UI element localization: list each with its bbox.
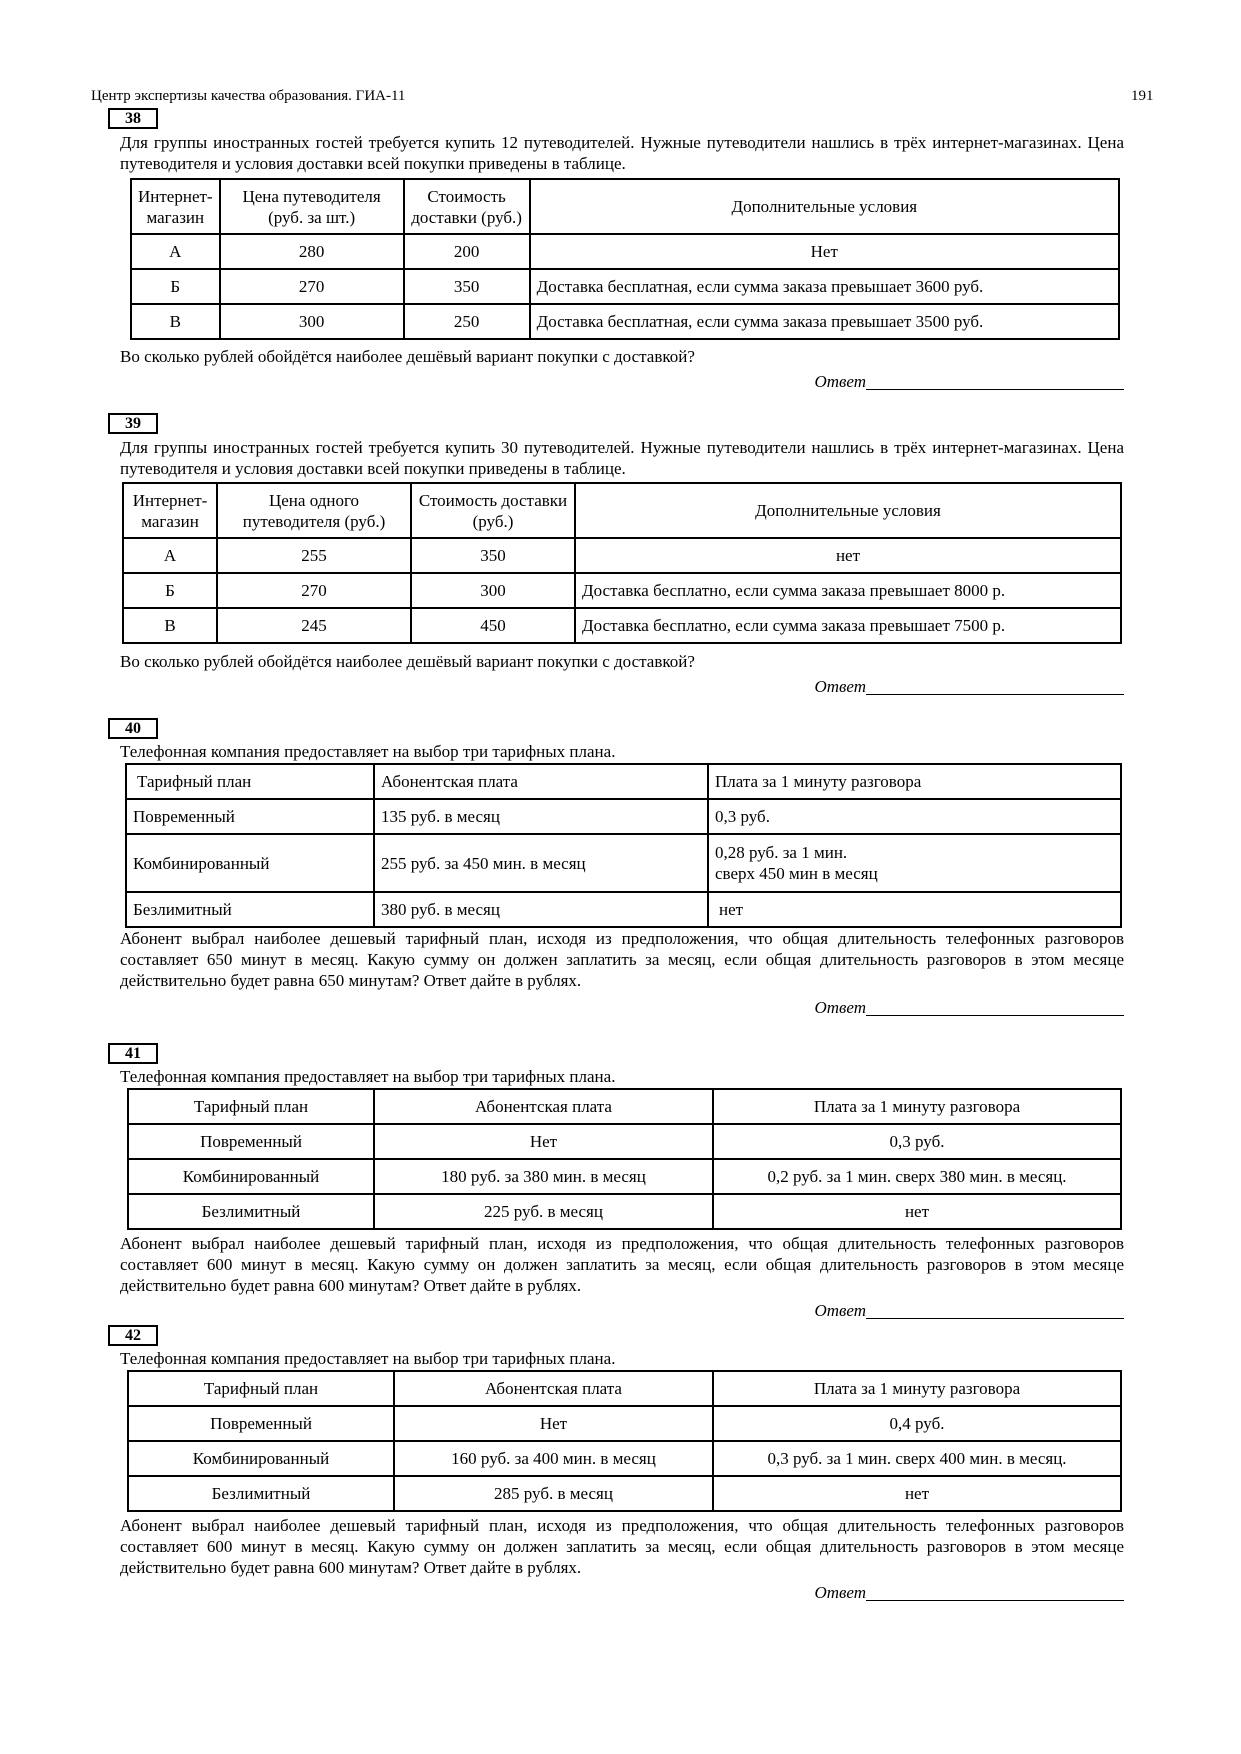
table-cell: Доставка бесплатная, если сумма заказа превышает 3600 руб. bbox=[530, 269, 1119, 304]
table-cell: Доставка бесплатно, если сумма заказа превышает 8000 р. bbox=[575, 573, 1121, 608]
answer-label: Ответ bbox=[814, 1583, 866, 1602]
table-cell: Повременный bbox=[128, 1406, 394, 1441]
table-cell: Безлимитный bbox=[128, 1194, 374, 1229]
table-header: Дополнительные условия bbox=[530, 179, 1119, 234]
table-cell: В bbox=[131, 304, 220, 339]
table-cell: Нет bbox=[530, 234, 1119, 269]
table-row bbox=[128, 1124, 1121, 1159]
table-cell: 245 bbox=[217, 608, 411, 643]
task-question: Абонент выбрал наиболее дешевый тарифный план, исходя из предположения, что общая длительность телефонных разговоров составляет 600 минут в месяц. Какую сумму он должен заплатить за месяц, если общая длительность разговоров в этом месяце действительно будет равна 600 минутам? Ответ дайте в рублях. bbox=[120, 1234, 1124, 1295]
table-cell: Нет bbox=[394, 1406, 713, 1441]
table-cell: 300 bbox=[411, 573, 575, 608]
table-cell: Б bbox=[123, 573, 217, 608]
table-cell: 255 bbox=[217, 538, 411, 573]
table-cell-line: 0,28 руб. за 1 мин. bbox=[715, 843, 848, 862]
task-number: 42 bbox=[108, 1325, 158, 1346]
table-cell: А bbox=[131, 234, 220, 269]
table-header: Плата за 1 минуту разговора bbox=[713, 1089, 1121, 1124]
table-cell: 270 bbox=[217, 573, 411, 608]
task-number: 39 bbox=[108, 413, 158, 434]
table-cell: Б bbox=[131, 269, 220, 304]
table-header: Тарифный план bbox=[126, 764, 374, 799]
table-cell: 0,3 руб. за 1 мин. сверх 400 мин. в месяц. bbox=[713, 1441, 1121, 1476]
table-cell: Безлимитный bbox=[128, 1476, 394, 1511]
table-header: Тарифный план bbox=[128, 1371, 394, 1406]
answer-line[interactable] bbox=[866, 1318, 1124, 1319]
table-cell: 450 bbox=[411, 608, 575, 643]
table-header: Абонентская плата bbox=[374, 764, 708, 799]
table-header: Плата за 1 минуту разговора bbox=[708, 764, 1121, 799]
task-text: Телефонная компания предоставляет на выбор три тарифных плана. bbox=[120, 1067, 616, 1086]
answer-label: Ответ bbox=[814, 998, 866, 1017]
table-cell: 180 руб. за 380 мин. в месяц bbox=[374, 1159, 713, 1194]
task-text: Телефонная компания предоставляет на выбор три тарифных плана. bbox=[120, 742, 616, 761]
table-cell: 270 bbox=[220, 269, 404, 304]
table-cell: нет bbox=[708, 892, 1121, 927]
table-cell: 0,3 руб. bbox=[708, 799, 1121, 834]
table-cell: Безлимитный bbox=[126, 892, 374, 927]
task-question: Абонент выбрал наиболее дешевый тарифный план, исходя из предположения, что общая длительность телефонных разговоров составляет 650 минут в месяц. Какую сумму он должен заплатить за месяц, если общая длительность разговоров в этом месяце действительно будет равна 650 минутам? Ответ дайте в рублях. bbox=[120, 929, 1124, 990]
table-cell: 225 руб. в месяц bbox=[374, 1194, 713, 1229]
table-header: Плата за 1 минуту разговора bbox=[713, 1371, 1121, 1406]
table-cell: Доставка бесплатно, если сумма заказа превышает 7500 р. bbox=[575, 608, 1121, 643]
table-cell: Доставка бесплатная, если сумма заказа превышает 3500 руб. bbox=[530, 304, 1119, 339]
table-header: Тарифный план bbox=[128, 1089, 374, 1124]
answer-line[interactable] bbox=[866, 1600, 1124, 1601]
data-table bbox=[122, 482, 1122, 644]
task-question: Абонент выбрал наиболее дешевый тарифный план, исходя из предположения, что общая длительность телефонных разговоров составляет 600 минут в месяц. Какую сумму он должен заплатить за месяц, если общая длительность разговоров в этом месяце действительно будет равна 600 минутам? Ответ дайте в рублях. bbox=[120, 1516, 1124, 1577]
table-cell: Нет bbox=[374, 1124, 713, 1159]
table-row bbox=[131, 269, 1119, 304]
table-row bbox=[131, 234, 1119, 269]
table-row bbox=[126, 834, 1121, 892]
task-number: 41 bbox=[108, 1043, 158, 1064]
answer-line[interactable] bbox=[866, 389, 1124, 390]
table-cell: Повременный bbox=[126, 799, 374, 834]
table-cell: нет bbox=[575, 538, 1121, 573]
table-cell: А bbox=[123, 538, 217, 573]
table-row bbox=[126, 892, 1121, 927]
task-text: Телефонная компания предоставляет на выбор три тарифных плана. bbox=[120, 1349, 616, 1368]
task-number: 40 bbox=[108, 718, 158, 739]
table-row bbox=[128, 1476, 1121, 1511]
table-cell: Повременный bbox=[128, 1124, 374, 1159]
answer-field[interactable] bbox=[120, 371, 1124, 393]
table-row bbox=[131, 304, 1119, 339]
table-cell bbox=[708, 834, 1121, 892]
answer-field[interactable] bbox=[120, 997, 1124, 1019]
answer-line[interactable] bbox=[866, 694, 1124, 695]
task-number: 38 bbox=[108, 108, 158, 129]
task-text: Для группы иностранных гостей требуется купить 30 путеводителей. Нужные путеводители нашлись в трёх интернет-магазинах. Цена путеводителя и условия доставки всей покупки приведены в таблице. bbox=[120, 438, 1124, 478]
table-header: Цена одного путеводителя (руб.) bbox=[217, 483, 411, 538]
table-cell: 160 руб. за 400 мин. в месяц bbox=[394, 1441, 713, 1476]
data-table bbox=[125, 763, 1122, 928]
table-cell: 0,4 руб. bbox=[713, 1406, 1121, 1441]
table-row bbox=[128, 1159, 1121, 1194]
table-cell-line: сверх 450 мин в месяц bbox=[715, 864, 878, 883]
table-cell: В bbox=[123, 608, 217, 643]
table-cell: 250 bbox=[404, 304, 530, 339]
table-header: Интернет-магазин bbox=[123, 483, 217, 538]
task-text: Для группы иностранных гостей требуется купить 12 путеводителей. Нужные путеводители нашлись в трёх интернет-магазинах. Цена путеводителя и условия доставки всей покупки приведены в таблице. bbox=[120, 133, 1124, 173]
table-cell: нет bbox=[713, 1194, 1121, 1229]
answer-line[interactable] bbox=[866, 1015, 1124, 1016]
table-header: Дополнительные условия bbox=[575, 483, 1121, 538]
table-cell: 280 bbox=[220, 234, 404, 269]
table-cell: 300 bbox=[220, 304, 404, 339]
page-header-title: Центр экспертизы качества образования. ГИА-11 bbox=[91, 88, 406, 104]
table-cell: нет bbox=[713, 1476, 1121, 1511]
table-row bbox=[128, 1194, 1121, 1229]
table-row bbox=[123, 573, 1121, 608]
table-cell: 135 руб. в месяц bbox=[374, 799, 708, 834]
answer-label: Ответ bbox=[814, 1301, 866, 1320]
table-cell: 350 bbox=[411, 538, 575, 573]
table-cell: 0,2 руб. за 1 мин. сверх 380 мин. в месяц. bbox=[713, 1159, 1121, 1194]
page-number: 191 bbox=[1131, 88, 1154, 104]
table-cell: Комбинированный bbox=[128, 1159, 374, 1194]
answer-field[interactable] bbox=[120, 1582, 1124, 1604]
table-cell: Комбинированный bbox=[128, 1441, 394, 1476]
table-row bbox=[128, 1406, 1121, 1441]
data-table bbox=[127, 1088, 1122, 1230]
table-header: Абонентская плата bbox=[394, 1371, 713, 1406]
table-header: Абонентская плата bbox=[374, 1089, 713, 1124]
table-cell: 0,3 руб. bbox=[713, 1124, 1121, 1159]
table-row bbox=[123, 608, 1121, 643]
table-cell: Комбинированный bbox=[126, 834, 374, 892]
table-cell: 255 руб. за 450 мин. в месяц bbox=[374, 834, 708, 892]
table-header: Стоимость доставки (руб.) bbox=[404, 179, 530, 234]
table-header: Цена путеводителя (руб. за шт.) bbox=[220, 179, 404, 234]
answer-label: Ответ bbox=[814, 372, 866, 391]
table-row bbox=[126, 799, 1121, 834]
table-header: Стоимость доставки (руб.) bbox=[411, 483, 575, 538]
table-cell: 285 руб. в месяц bbox=[394, 1476, 713, 1511]
answer-label: Ответ bbox=[814, 677, 866, 696]
table-row bbox=[123, 538, 1121, 573]
table-header: Интернет-магазин bbox=[131, 179, 220, 234]
table-cell: 200 bbox=[404, 234, 530, 269]
data-table bbox=[130, 178, 1120, 340]
table-cell: 350 bbox=[404, 269, 530, 304]
data-table bbox=[127, 1370, 1122, 1512]
answer-field[interactable] bbox=[120, 676, 1124, 698]
table-row bbox=[128, 1441, 1121, 1476]
table-cell: 380 руб. в месяц bbox=[374, 892, 708, 927]
task-question: Во сколько рублей обойдётся наиболее дешёвый вариант покупки с доставкой? bbox=[120, 347, 695, 366]
task-question: Во сколько рублей обойдётся наиболее дешёвый вариант покупки с доставкой? bbox=[120, 652, 695, 671]
answer-field[interactable] bbox=[120, 1300, 1124, 1322]
